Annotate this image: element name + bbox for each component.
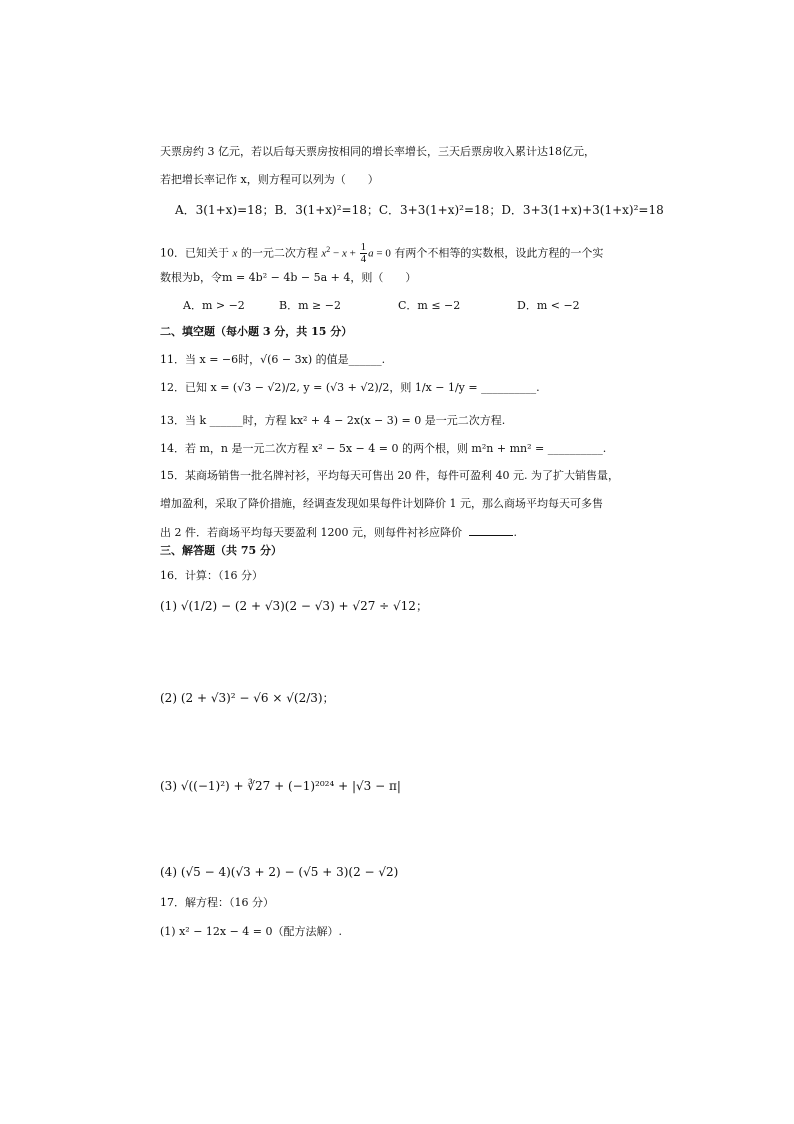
q15-line3 (160, 524, 517, 541)
q17-part1: (1) x² − 12x − 4 = 0（配方法解）. (160, 925, 343, 938)
q9-line1: 天票房约 3 亿元，若以后每天票房按相同的增长率增长，三天后票房收入累计达18亿元， (160, 145, 595, 158)
q10-option-d: D．m < −2 (517, 299, 580, 312)
q10-suffix: 有两个不相等的实数根，设此方程的一个实 (394, 246, 604, 260)
q16-title: 16．计算：（16 分） (160, 569, 263, 582)
q10-line2: 数根为b，令m = 4b² − 4b − 5a + 4，则（ ） (160, 271, 417, 284)
q16-part4: (4) (√5 − 4)(√3 + 2) − (√5 + 3)(2 − √2) (160, 865, 399, 879)
q17-title: 17．解方程：（16 分） (160, 896, 274, 909)
q14: 14．若 m，n 是一元二次方程 x² − 5x − 4 = 0 的两个根，则 m²n + mn² = __________. (160, 442, 607, 455)
q9-line2: 若把增长率记作 x，则方程可以列为（ ） (160, 173, 379, 186)
q12: 12．已知 x = (√3 − √2)/2, y = (√3 + √2)/2，则 1/x − 1/y = __________. (160, 381, 540, 394)
q10-mid: 的一元二次方程 (240, 246, 318, 260)
section-3-title: 三、解答题（共 75 分） (160, 544, 282, 557)
q15-line1: 15．某商场销售一批名牌衬衫，平均每天可售出 20 件，每件可盈利 40 元. 为了扩大销售量， (160, 469, 619, 482)
q10-option-b: B．m ≥ −2 (279, 299, 341, 312)
q15-line3-text: 出 2 件．若商场平均每天要盈利 1200 元，则每件衬衫应降价 (160, 526, 462, 539)
section-2-title: 二、填空题（每小题 3 分，共 15 分） (160, 325, 353, 338)
q9-options: A．3(1+x)=18；B．3(1+x)²=18；C．3+3(1+x)²=18；D．3+3(1+x)+3(1+x)²=18 (175, 203, 664, 217)
q10-line1: 10．已知关于 x 的一元二次方程 $x^2 - x$ + $\frac{1}{4}$ a = 0 有两个不相等的实数根，设此方程的一个实 (160, 241, 604, 265)
q10-option-a: A．m > −2 (183, 299, 245, 312)
q15-line3-end: . (513, 526, 517, 539)
q15-line2: 增加盈利，采取了降价措施，经调查发现如果每件计划降价 1 元，那么商场平均每天可多售 (160, 497, 603, 510)
answer-blank (469, 524, 513, 536)
q13: 13．当 k ______时，方程 kx² + 4 − 2x(x − 3) = 0 是一元二次方程. (160, 414, 506, 427)
q10-prefix: 10．已知关于 (160, 246, 229, 260)
q16-part3: (3) √((−1)²) + ∛27 + (−1)²⁰²⁴ + |√3 − π| (160, 779, 401, 793)
q10-option-c: C．m ≤ −2 (398, 299, 461, 312)
q16-part1: (1) √(1/2) − (2 + √3)(2 − √3) + √27 ÷ √12； (160, 599, 428, 613)
q16-part2: (2) (2 + √3)² − √6 × √(2/3)； (160, 691, 335, 705)
q11: 11．当 x = −6时，√(6 − 3x) 的值是______. (160, 353, 386, 366)
